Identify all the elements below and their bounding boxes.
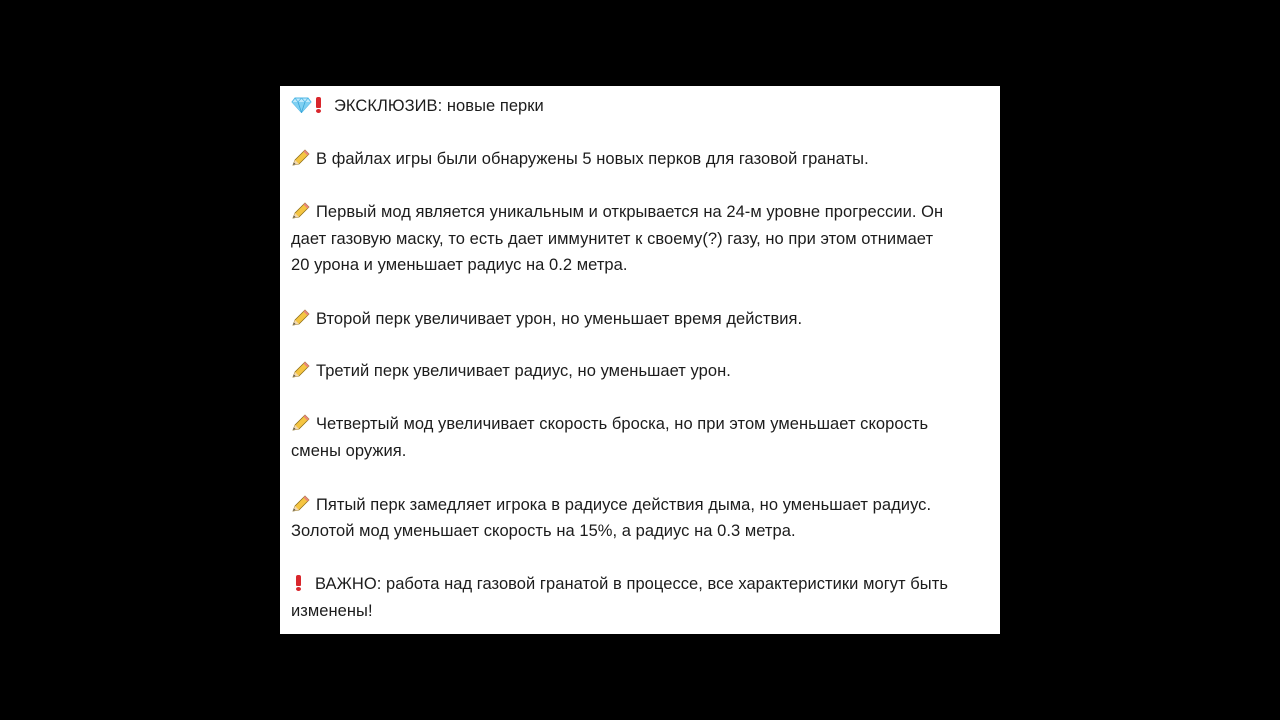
- paragraph-5-line-2: [291, 438, 406, 464]
- paragraph-7-text-line-1: ВАЖНО: работа над газовой гранатой в процессе, все характеристики могут быть: [315, 575, 948, 593]
- paragraph-2-text-line-2: дает газовую маску, то есть дает иммунитет к своему(?) газу, но при этом отнимает: [291, 230, 934, 248]
- paragraph-7-line-1: [291, 571, 948, 597]
- paragraph-5-text-line-1: Четвертый мод увеличивает скорость броска, но при этом уменьшает скорость: [316, 415, 929, 433]
- pencil-icon: [291, 202, 311, 220]
- paragraph-6-text-line-1: Пятый перк замедляет игрока в радиусе действия дыма, но уменьшает радиус.: [316, 496, 932, 514]
- paragraph-3-line-1: [291, 306, 802, 332]
- paragraph-1-line-1: [291, 146, 869, 172]
- paragraph-5-text-line-2: смены оружия.: [291, 442, 407, 460]
- pencil-icon: [291, 414, 311, 432]
- paragraph-6-line-2: [291, 518, 796, 544]
- paragraph-2-line-2: [291, 226, 933, 252]
- paragraph-2-text-line-1: Первый мод является уникальным и открывается на 24-м уровне прогрессии. Он: [316, 203, 944, 221]
- paragraph-7-line-2: [291, 598, 373, 624]
- paragraph-2-line-1: [291, 199, 943, 225]
- pencil-icon: [291, 361, 311, 379]
- paragraph-7-text-line-2: изменены!: [291, 602, 373, 620]
- gem-icon: [291, 97, 312, 113]
- title-line: [291, 93, 544, 119]
- pencil-icon: [291, 495, 311, 513]
- paragraph-2-line-3: [291, 252, 628, 278]
- title-text: ЭКСКЛЮЗИВ: новые перки: [334, 97, 544, 115]
- paragraph-6-text-line-2: Золотой мод уменьшает скорость на 15%, а радиус на 0.3 метра.: [291, 522, 796, 540]
- paragraph-6-line-1: [291, 492, 931, 518]
- paragraph-1-text: В файлах игры были обнаружены 5 новых перков для газовой гранаты.: [316, 150, 869, 168]
- exclamation-icon: [296, 575, 301, 591]
- pencil-icon: [291, 149, 311, 167]
- paragraph-2-text-line-3: 20 урона и уменьшает радиус на 0.2 метра.: [291, 256, 628, 274]
- paragraph-3-text: Второй перк увеличивает урон, но уменьшает время действия.: [316, 310, 803, 328]
- paragraph-5-line-1: [291, 411, 928, 437]
- pencil-icon: [291, 309, 311, 327]
- exclamation-icon: [316, 97, 321, 113]
- paragraph-4-text: Третий перк увеличивает радиус, но уменьшает урон.: [316, 362, 731, 380]
- paragraph-4-line-1: [291, 358, 731, 384]
- message-card: [280, 86, 1000, 634]
